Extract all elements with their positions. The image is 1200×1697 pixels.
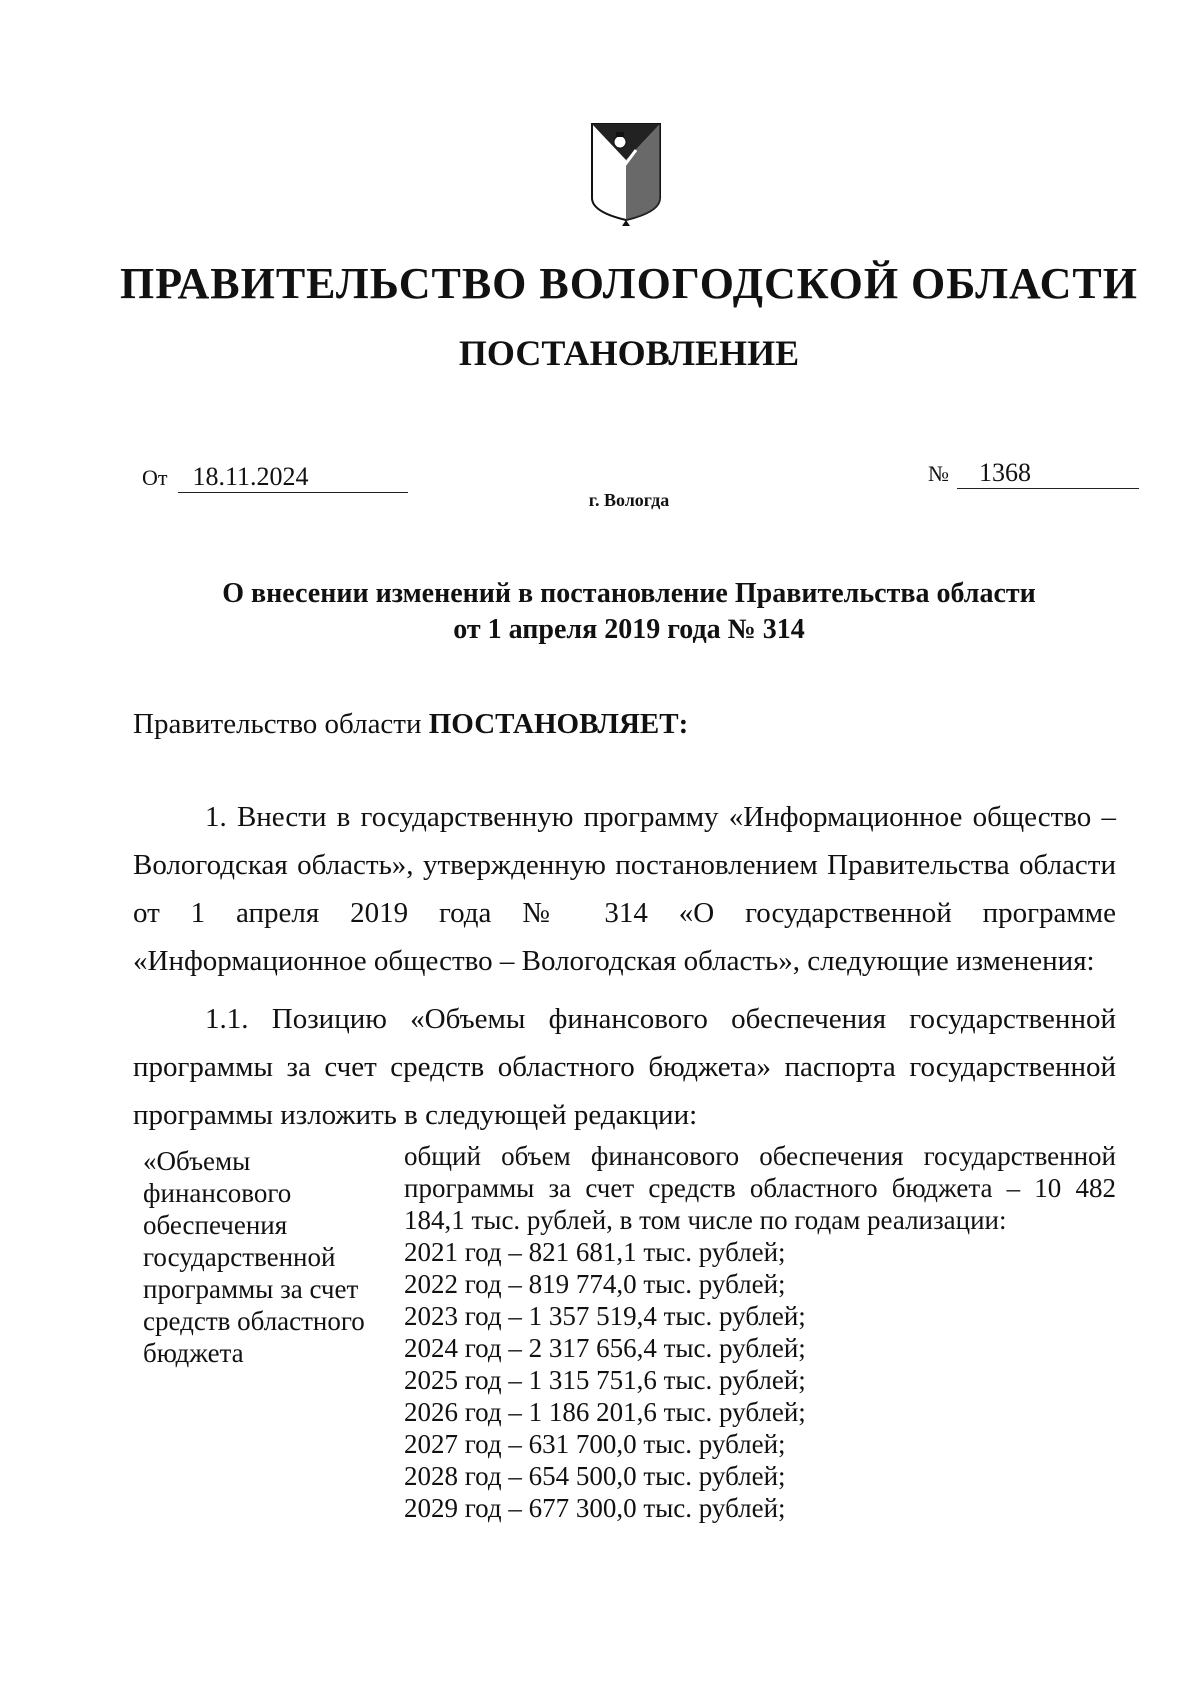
year-row: 2028 год – 654 500,0 тыс. рублей; — [404, 1461, 786, 1491]
paragraph-1-1-text: 1.1. Позицию «Объемы финансового обеспечения государственной программы за счет средств областного бюджета» паспорта государственной программы изложить в следующей редакции: — [133, 1003, 1116, 1131]
document-type: ПОСТАНОВЛЕНИЕ — [458, 333, 800, 373]
decree-lead: Правительство области — [133, 708, 422, 740]
year-row: 2029 год – 677 300,0 тыс. рублей; — [404, 1493, 786, 1523]
year-row: 2025 год – 1 315 751,6 тыс. рублей; — [404, 1365, 806, 1395]
table-left-cell: «Объемы финансового обеспечения государственной программы за счет средств областного бюджета — [143, 1146, 365, 1368]
coat-of-arms-icon — [586, 120, 666, 230]
year-row: 2021 год – 821 681,1 тыс. рублей; — [404, 1237, 786, 1267]
city: г. Вологда — [588, 490, 670, 510]
funding-intro: общий объем финансового обеспечения государственной программы за счет средств областного бюджета – 10 482 184,1 тыс. рублей, в том числе по годам реализации: — [404, 1141, 1116, 1235]
year-row: 2026 год – 1 186 201,6 тыс. рублей; — [404, 1397, 806, 1427]
document-date: 18.11.2024 — [178, 462, 408, 493]
heading-line-2: от 1 апреля 2019 года № 314 — [453, 614, 805, 645]
date-prefix: От — [142, 465, 168, 490]
date-line — [142, 462, 408, 493]
document-number: 1368 — [957, 458, 1139, 489]
document-heading — [0, 576, 1200, 648]
organization-title: ПРАВИТЕЛЬСТВО ВОЛОГОДСКОЙ ОБЛАСТИ — [120, 259, 1138, 308]
year-row: 2022 год – 819 774,0 тыс. рублей; — [404, 1269, 786, 1299]
decree-line — [133, 708, 688, 741]
heading-line-1: О внесении изменений в постановление Правительства области — [222, 578, 1036, 609]
decree-verb: ПОСТАНОВЛЯЕТ: — [428, 708, 689, 740]
year-row: 2024 год – 2 317 656,4 тыс. рублей; — [404, 1333, 806, 1363]
table-right-cell — [404, 1140, 1116, 1524]
year-row: 2023 год – 1 357 519,4 тыс. рублей; — [404, 1301, 806, 1331]
paragraph-1-text: 1. Внести в государственную программу «Информационное общество – Вологодская область», утвержденную постановлением Правительства области от 1 апреля 2019 года № 314 «О государственной программе «Информационное общество – Вологодская область», следующие изменения: — [133, 801, 1116, 977]
number-prefix: № — [928, 461, 949, 486]
funding-years-list — [404, 1236, 1116, 1524]
paragraph-1-1 — [133, 995, 1116, 1139]
year-row: 2027 год – 631 700,0 тыс. рублей; — [404, 1429, 786, 1459]
coat-of-arms-emblem — [586, 120, 666, 230]
paragraph-1 — [133, 793, 1116, 985]
number-line — [928, 458, 1139, 489]
